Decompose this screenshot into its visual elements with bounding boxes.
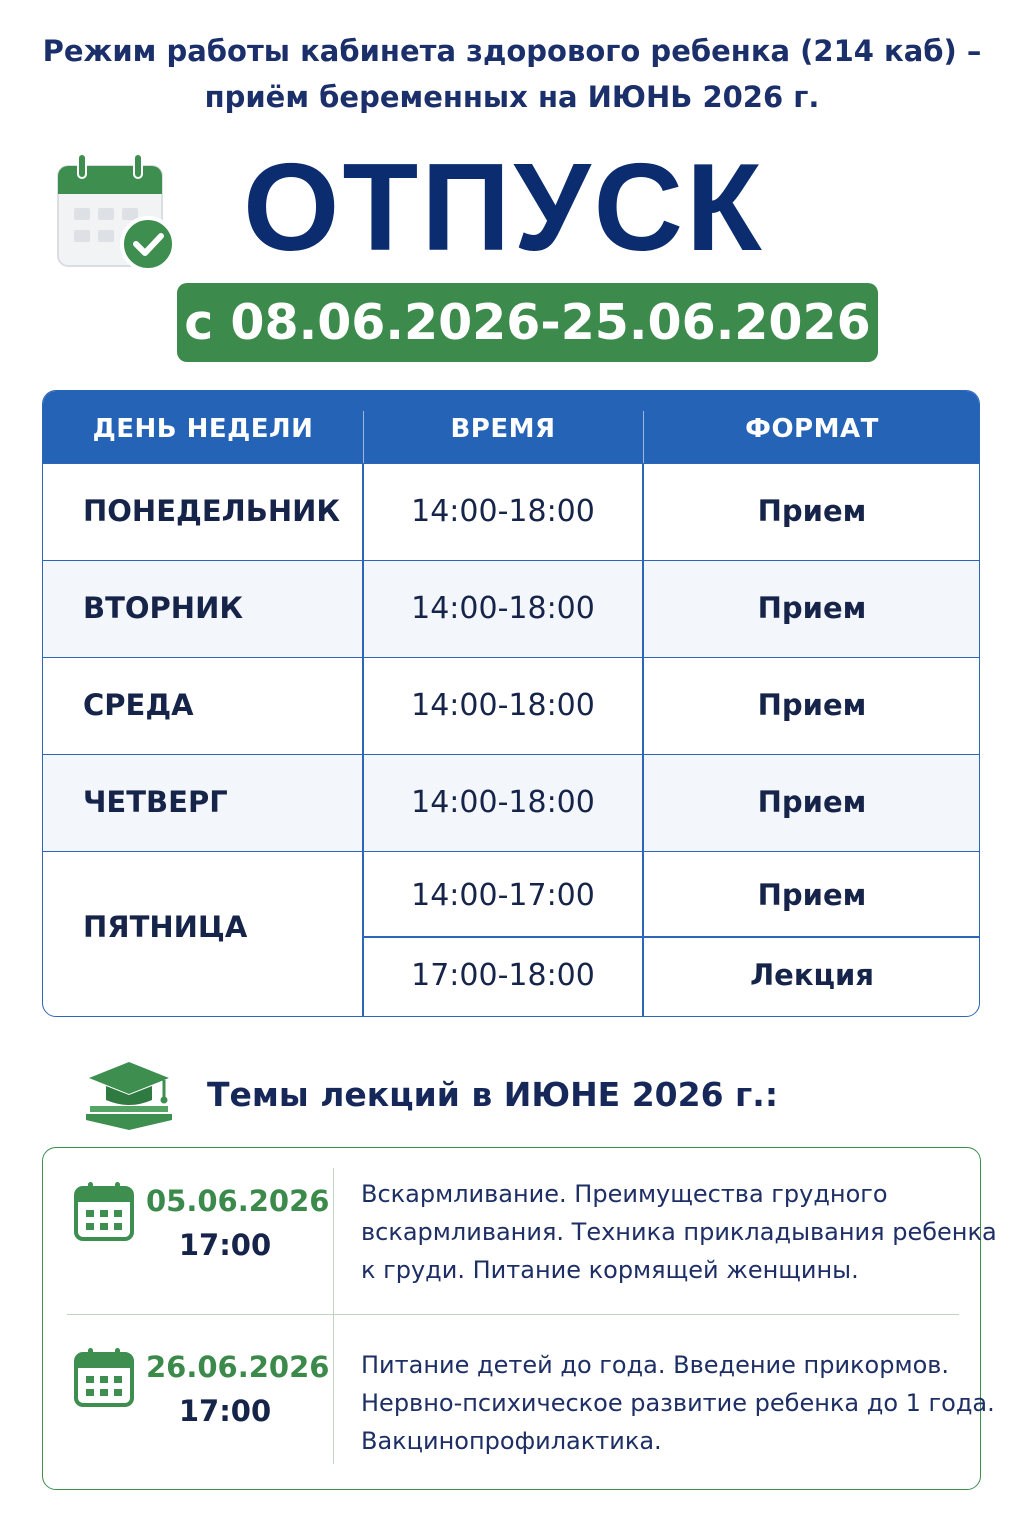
time-cell: 14:00-18:00 [411, 494, 595, 529]
calendar-icon [73, 1346, 135, 1408]
vacation-dates-badge: с 08.06.2026-25.06.2026 [177, 283, 878, 362]
lecture-topic-line: Питание детей до года. Введение прикормов. [361, 1351, 950, 1379]
graduation-cap-icon [84, 1058, 174, 1132]
table-row [43, 851, 979, 1017]
lecture-date: 26.06.2026 [146, 1350, 330, 1384]
time-cell: 14:00-18:00 [411, 688, 595, 723]
lectures-panel [42, 1147, 997, 1490]
lectures-title: Темы лекций в ИЮНЕ 2026 г.: [207, 1075, 779, 1114]
lecture-topic-line: к груди. Питание кормящей женщины. [361, 1256, 859, 1284]
table-row [43, 657, 979, 754]
lecture-topic [361, 1175, 997, 1289]
lecture-topic-line: вскармливания. Техника прикладывания ребенка [361, 1218, 997, 1246]
day-cell: СРЕДА [83, 688, 194, 722]
day-cell: ПОНЕДЕЛЬНИК [83, 494, 341, 528]
lecture-topic-line: Вскармливание. Преимущества грудного [361, 1180, 888, 1208]
page-title [0, 28, 1024, 120]
format-cell: Прием [757, 878, 867, 912]
calendar-icon [73, 1180, 135, 1242]
time-cell: 14:00-18:00 [411, 785, 595, 820]
time-cell: 14:00-18:00 [411, 591, 595, 626]
format-cell: Прием [757, 785, 867, 819]
day-cell: ПЯТНИЦА [83, 910, 248, 944]
lecture-time: 17:00 [178, 1228, 272, 1262]
format-cell: Прием [757, 494, 867, 528]
table-row [43, 754, 979, 851]
format-cell: Прием [757, 591, 867, 625]
calendar-check-icon [54, 152, 178, 276]
column-header-time: ВРЕМЯ [450, 414, 556, 444]
lecture-date: 05.06.2026 [146, 1184, 330, 1218]
schedule-header-row [43, 391, 979, 463]
lecture-time: 17:00 [178, 1394, 272, 1428]
lecture-topic-line: Нервно-психическое развитие ребенка до 1 года. [361, 1389, 995, 1417]
lecture-topic-line: Вакцинопрофилактика. [361, 1427, 662, 1455]
lecture-topic [361, 1346, 995, 1460]
column-header-day: ДЕНЬ НЕДЕЛИ [92, 414, 314, 444]
table-row [43, 463, 979, 560]
format-cell: Прием [757, 688, 867, 722]
time-cell: 14:00-17:00 [411, 878, 595, 913]
page-title-line-2: приём беременных на ИЮНЬ 2026 г. [204, 80, 820, 114]
time-cell: 17:00-18:00 [411, 958, 595, 993]
column-header-format: ФОРМАТ [745, 414, 879, 444]
format-cell: Лекция [750, 958, 874, 992]
day-cell: ЧЕТВЕРГ [83, 785, 228, 819]
schedule-table [42, 390, 980, 1017]
day-cell: ВТОРНИК [83, 591, 244, 625]
table-row [43, 560, 979, 657]
page-title-line-1: Режим работы кабинета здорового ребенка (214 каб) – [42, 34, 982, 68]
vacation-title: ОТПУСК [243, 139, 765, 277]
